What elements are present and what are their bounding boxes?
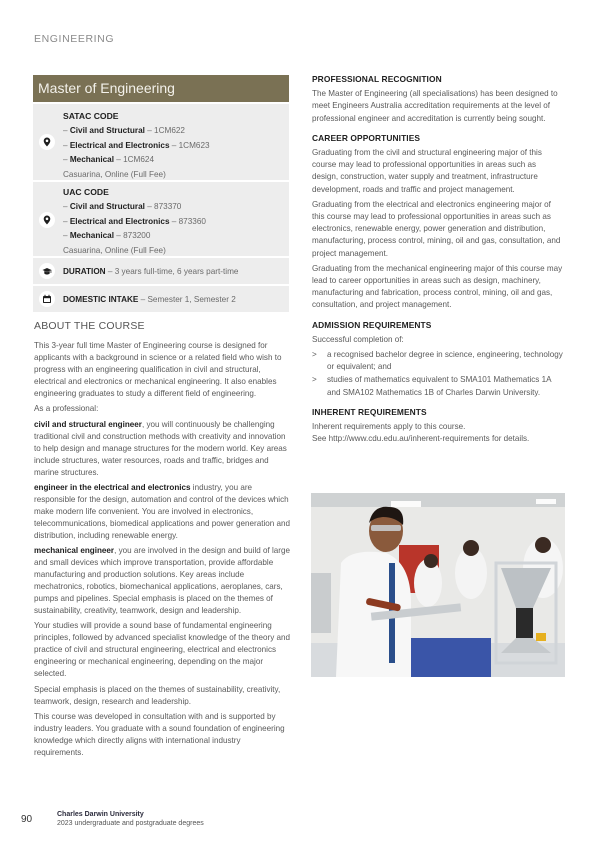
lab-photo (311, 493, 565, 677)
satac-campus: Casuarina, Online (Full Fee) (63, 170, 166, 180)
admission-list (312, 349, 564, 399)
career-opportunities-heading: CAREER OPPORTUNITIES (312, 132, 421, 143)
inherent-requirements-section (312, 406, 564, 446)
satac-code-row (33, 104, 289, 180)
uac-code-civil: – Civil and Structural – 873370 (63, 202, 182, 211)
inherent-line-1: Inherent requirements apply to this course. (312, 422, 466, 432)
career-opportunities-section (312, 132, 564, 312)
intake-text: DOMESTIC INTAKE – Semester 1, Semester 2 (63, 294, 236, 304)
admission-intro: Successful completion of: (312, 334, 404, 344)
about-electrical: engineer in the electrical and electronics industry, you are responsible for the design, automation and control of the devices which make modern life convenient. You are involved in electronics, telecommunications, biomedical applications and power generation and distribution, including renewable energy. (34, 482, 291, 540)
admission-item: > studies of mathematics equivalent to SMA101 Mathematics 1A and SMA102 Mathematics 1B of Charles Darwin University. (312, 374, 564, 398)
admission-requirements-section (312, 319, 564, 399)
admission-item: > a recognised bachelor degree in science, engineering, technology or equivalent; and (312, 349, 564, 373)
intake-row (33, 286, 289, 312)
duration-row (33, 258, 289, 284)
professional-recognition-section (312, 73, 564, 125)
about-course-heading: ABOUT THE COURSE (34, 320, 145, 332)
uac-title: UAC CODE (63, 187, 109, 197)
about-civil: civil and structural engineer, you will continuously be challenging traditional civil and construction methods with creativity and innovation to help design and manage structures for the modern world. Key areas include structures, water resources, roads and traffic, bridges and marine structures. (34, 419, 287, 477)
professional-recognition-text: The Master of Engineering (all specialisations) has been designed to meet Engineers Australia accreditation requirements at the level of professional engineer and accreditation is currently being sought. (312, 89, 558, 123)
about-emphasis: Special emphasis is placed on the themes of sustainability, creativity, teamwork, design, research and leadership. (34, 684, 281, 706)
inherent-line-2[interactable]: See http://www.cdu.edu.au/inherent-requirements for details. (312, 434, 530, 444)
location-pin-icon (39, 134, 55, 150)
uac-code-row (33, 182, 289, 256)
about-intro: This 3-year full time Master of Engineering course is designed for applicants with a background in science or a related field who wish to progress with an engineering qualification in civil and structural, electrical and electronics or mechanical engineering. It also enables engineering graduates to study a different field of engineering. (34, 341, 282, 398)
lab-photo-illustration (311, 493, 565, 677)
about-studies: Your studies will provide a sound base of fundamental engineering principles, followed by advanced specialist knowledge of the theory and practice of civil and structural engineering, electrical and electronics engineering or mechanical engineering, depending on the major selected. (34, 621, 291, 679)
calendar-icon (39, 291, 55, 307)
career-civil: Graduating from the civil and structural engineering major of this course may lead to professional opportunities in areas such as design, construction, water supply and treatment, infrastructure development, roads and traffic and project management. (312, 148, 542, 194)
uac-campus: Casuarina, Online (Full Fee) (63, 246, 166, 256)
about-course-body (34, 340, 290, 762)
uac-code-mechanical: – Mechanical – 873200 (63, 231, 151, 241)
page-number: 90 (21, 814, 33, 825)
admission-requirements-heading: ADMISSION REQUIREMENTS (312, 319, 432, 330)
uac-code-electrical: – Electrical and Electronics – 873360 (63, 216, 206, 226)
duration-text: DURATION – 3 years full-time, 6 years part-time (63, 266, 239, 276)
inherent-requirements-heading: INHERENT REQUIREMENTS (312, 406, 427, 417)
about-mechanical: mechanical engineer, you are involved in the design and build of large and small devices which improve transportation, provide affordable manufacturing and production solutions. Key areas include mechatronics, robotics, biomechanical applications, aeroplanes, cars, pumps and pipelines. Special emphasis is placed on the themes of sustainability, creativity, teamwork, design and leadership. (34, 546, 291, 616)
footer-subtitle: 2023 undergraduate and postgraduate degrees (57, 820, 204, 827)
footer-university: Charles Darwin University (57, 811, 144, 818)
graduation-cap-icon (39, 263, 55, 279)
right-column (312, 73, 564, 452)
satac-title: SATAC CODE (63, 111, 119, 121)
location-pin-icon (39, 212, 55, 228)
course-info-box (33, 75, 289, 312)
course-title: Master of Engineering (33, 75, 289, 102)
section-label: ENGINEERING (34, 33, 115, 45)
satac-code-mechanical: – Mechanical – 1CM624 (63, 155, 155, 165)
satac-code-civil: – Civil and Structural – 1CM622 (63, 126, 185, 135)
career-electrical: Graduating from the electrical and electronics engineering major of this course may lead to professional opportunities in areas such as electronics, renewable energy, power generation and distribution, manufacturing, process control, mining, oil and gas, consultation, and project management. (312, 199, 561, 258)
professional-recognition-heading: PROFESSIONAL RECOGNITION (312, 74, 442, 84)
satac-code-electrical: – Electrical and Electronics – 1CM623 (63, 140, 210, 150)
about-as-professional: As a professional: (34, 404, 99, 414)
career-mechanical: Graduating from the mechanical engineering major of this course may lead to career opportunities in areas such as design, machinery, manufacturing and fabrication, process control, mining, oil and gas, consultation, and project management. (312, 263, 563, 310)
about-industry: This course was developed in consultation with and is supported by industry leaders. You graduate with a sound foundation of engineering knowledge which directly aligns with international industry requirements. (34, 712, 285, 758)
